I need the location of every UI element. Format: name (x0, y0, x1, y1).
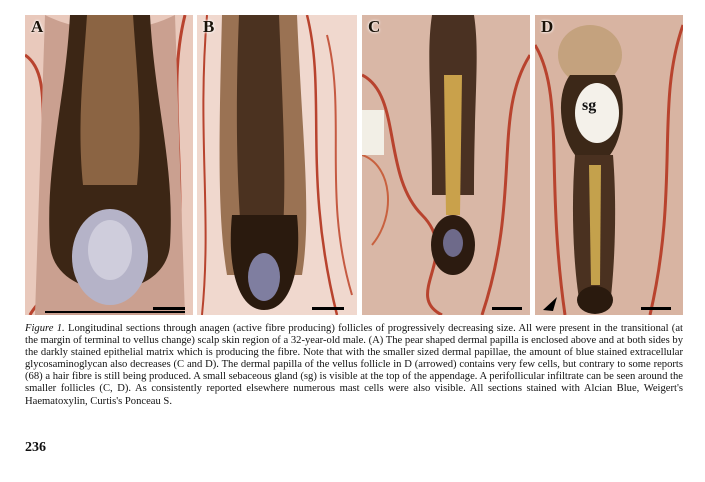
sebaceous-gland-label: sg (582, 97, 597, 114)
panel-a (25, 15, 193, 315)
figure-caption (25, 323, 683, 408)
panel-d (535, 15, 683, 315)
figure-caption-label: Figure 1. (25, 323, 65, 334)
panel-label-b: B (203, 17, 215, 36)
panel-b (197, 15, 357, 315)
figure-caption-text: Longitudinal sections through anagen (active fibre producing) follicles of progressively decreasing size. All were present in the transitional (at the margin of terminal to vellus change) scalp skin region of a 32-year-old male. (A) The pear shaped dermal papilla is enclosed above and at both sides by the darkly stained epithelial matrix which is producing the fibre. Note that with the smaller sized dermal papillae, the amount of blue stained extracellular glycosaminoglycan also decreases (C and D). The dermal papilla of the vellus follicle in D (arrowed) contains very few cells, but contrary to some reports (68) a hair fibre is still being produced. A small sebaceous gland (sg) is visible at the top of the appendage. A perifollicular infiltrate can be seen around the smaller follicles (C, D). As consistently reported elsewhere numerous mast cells were also visible. All sections stained with Alcian Blue, Weigert's Haematoxylin, Curtis's Ponceau S. (25, 323, 683, 407)
panel-c (362, 15, 530, 315)
panel-label-c: C (368, 17, 381, 36)
figure (25, 15, 683, 315)
panel-label-d: D (541, 17, 554, 36)
panel-label-a: A (31, 17, 44, 36)
page-number: 236 (25, 440, 46, 455)
